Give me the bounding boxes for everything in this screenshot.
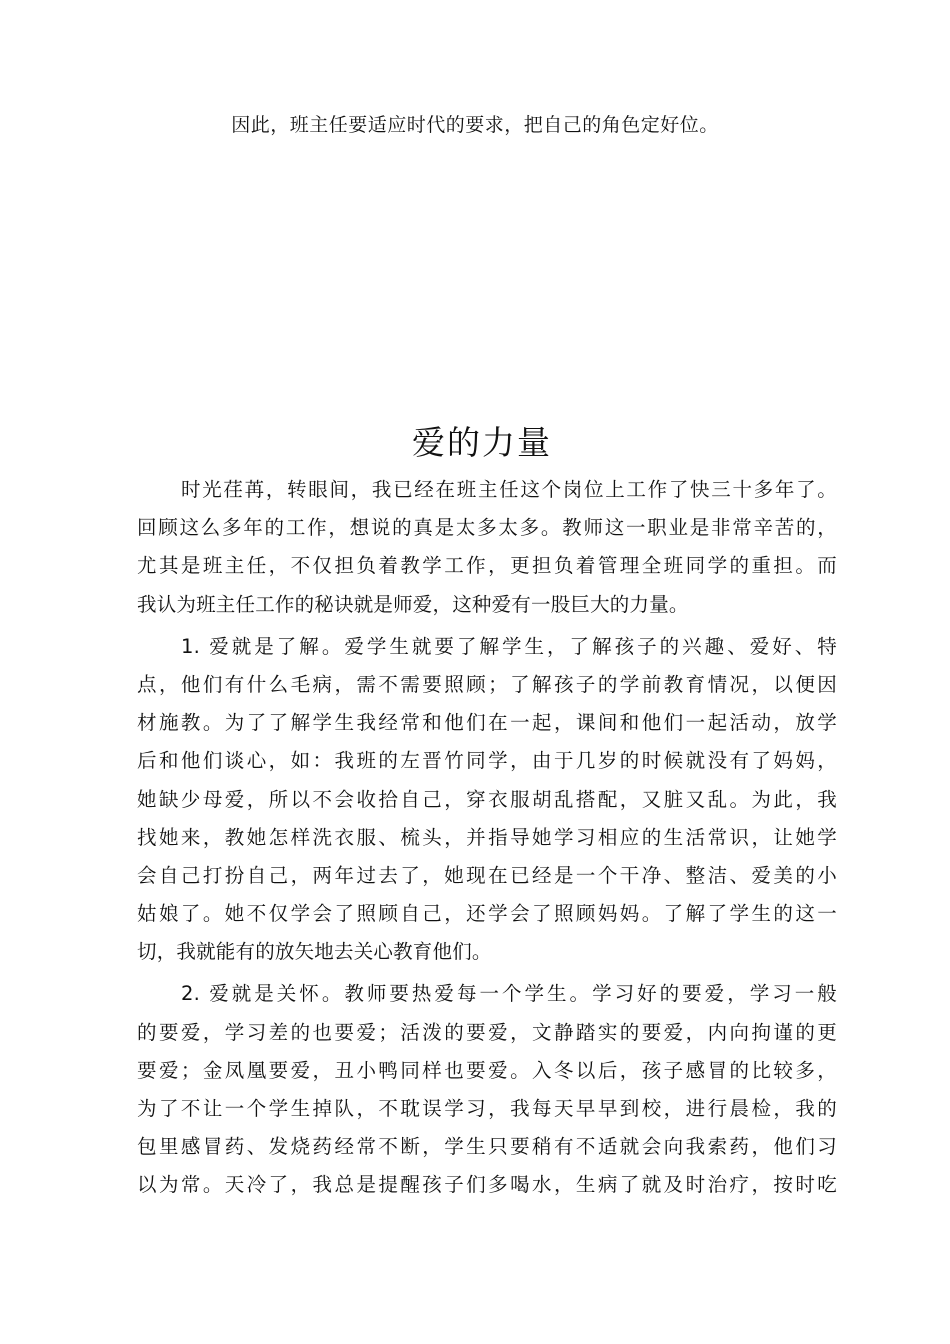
paragraph-line: 回顾这么多年的工作，想说的真是太多太多。教师这一职业是非常辛苦的， (137, 516, 837, 540)
paragraph-line: 切，我就能有的放矢地去关心教育他们。 (137, 940, 492, 964)
paragraph-point-1 (137, 628, 837, 972)
paragraph-line: 2. 爱就是关怀。教师要热爱每一个学生。学习好的要爱，学习一般 (181, 982, 837, 1006)
article-title: 爱的力量 (412, 423, 552, 462)
paragraph-line: 材施教。为了了解学生我经常和他们在一起，课间和他们一起活动，放学 (137, 711, 837, 735)
paragraph-line: 会自己打扮自己，两年过去了，她现在已经是一个干净、整洁、爱美的小 (137, 863, 837, 887)
paragraph-line: 为了不让一个学生掉队，不耽误学习，我每天早早到校，进行晨检，我的 (137, 1097, 837, 1120)
paragraph-line: 姑娘了。她不仅学会了照顾自己，还学会了照顾妈妈。了解了学生的这一 (137, 902, 837, 926)
paragraph-line: 后和他们谈心，如：我班的左晋竹同学，由于几岁的时候就没有了妈妈， (137, 749, 837, 773)
paragraph-line: 点，他们有什么毛病，需不需要照顾；了解孩子的学前教育情况，以便因 (137, 672, 837, 696)
paragraph-line: 我认为班主任工作的秘诀就是师爱，这种爱有一股巨大的力量。 (137, 592, 689, 616)
paragraph-line: 找她来，教她怎样洗衣服、梳头，并指导她学习相应的生活常识，让她学 (137, 825, 837, 849)
paragraph-line: 1. 爱就是了解。爱学生就要了解学生，了解孩子的兴趣、爱好、特 (181, 634, 837, 658)
paragraph-point-2 (137, 975, 837, 1204)
paragraph-line: 的要爱，学习差的也要爱；活泼的要爱，文静踏实的要爱，内向拘谨的更 (137, 1020, 837, 1044)
article-body (137, 471, 837, 1205)
paragraph-line: 包里感冒药、发烧药经常不断，学生只要稍有不适就会向我索药，他们习 (137, 1135, 837, 1159)
paragraph-line: 要爱；金凤凰要爱，丑小鸭同样也要爱。入冬以后，孩子感冒的比较多， (137, 1058, 837, 1082)
paragraph-intro (137, 471, 837, 624)
previous-section-closing-line: 因此，班主任要适应时代的要求，把自己的角色定好位。 (231, 114, 719, 136)
paragraph-line: 以为常。天冷了，我总是提醒孩子们多喝水，生病了就及时治疗，按时吃 (137, 1173, 837, 1197)
paragraph-line: 尤其是班主任，不仅担负着教学工作，更担负着管理全班同学的重担。而 (137, 554, 837, 578)
paragraph-line: 她缺少母爱，所以不会收拾自己，穿衣服胡乱搭配，又脏又乱。为此，我 (137, 787, 837, 811)
paragraph-line: 时光荏苒，转眼间，我已经在班主任这个岗位上工作了快三十多年了。 (181, 478, 837, 501)
